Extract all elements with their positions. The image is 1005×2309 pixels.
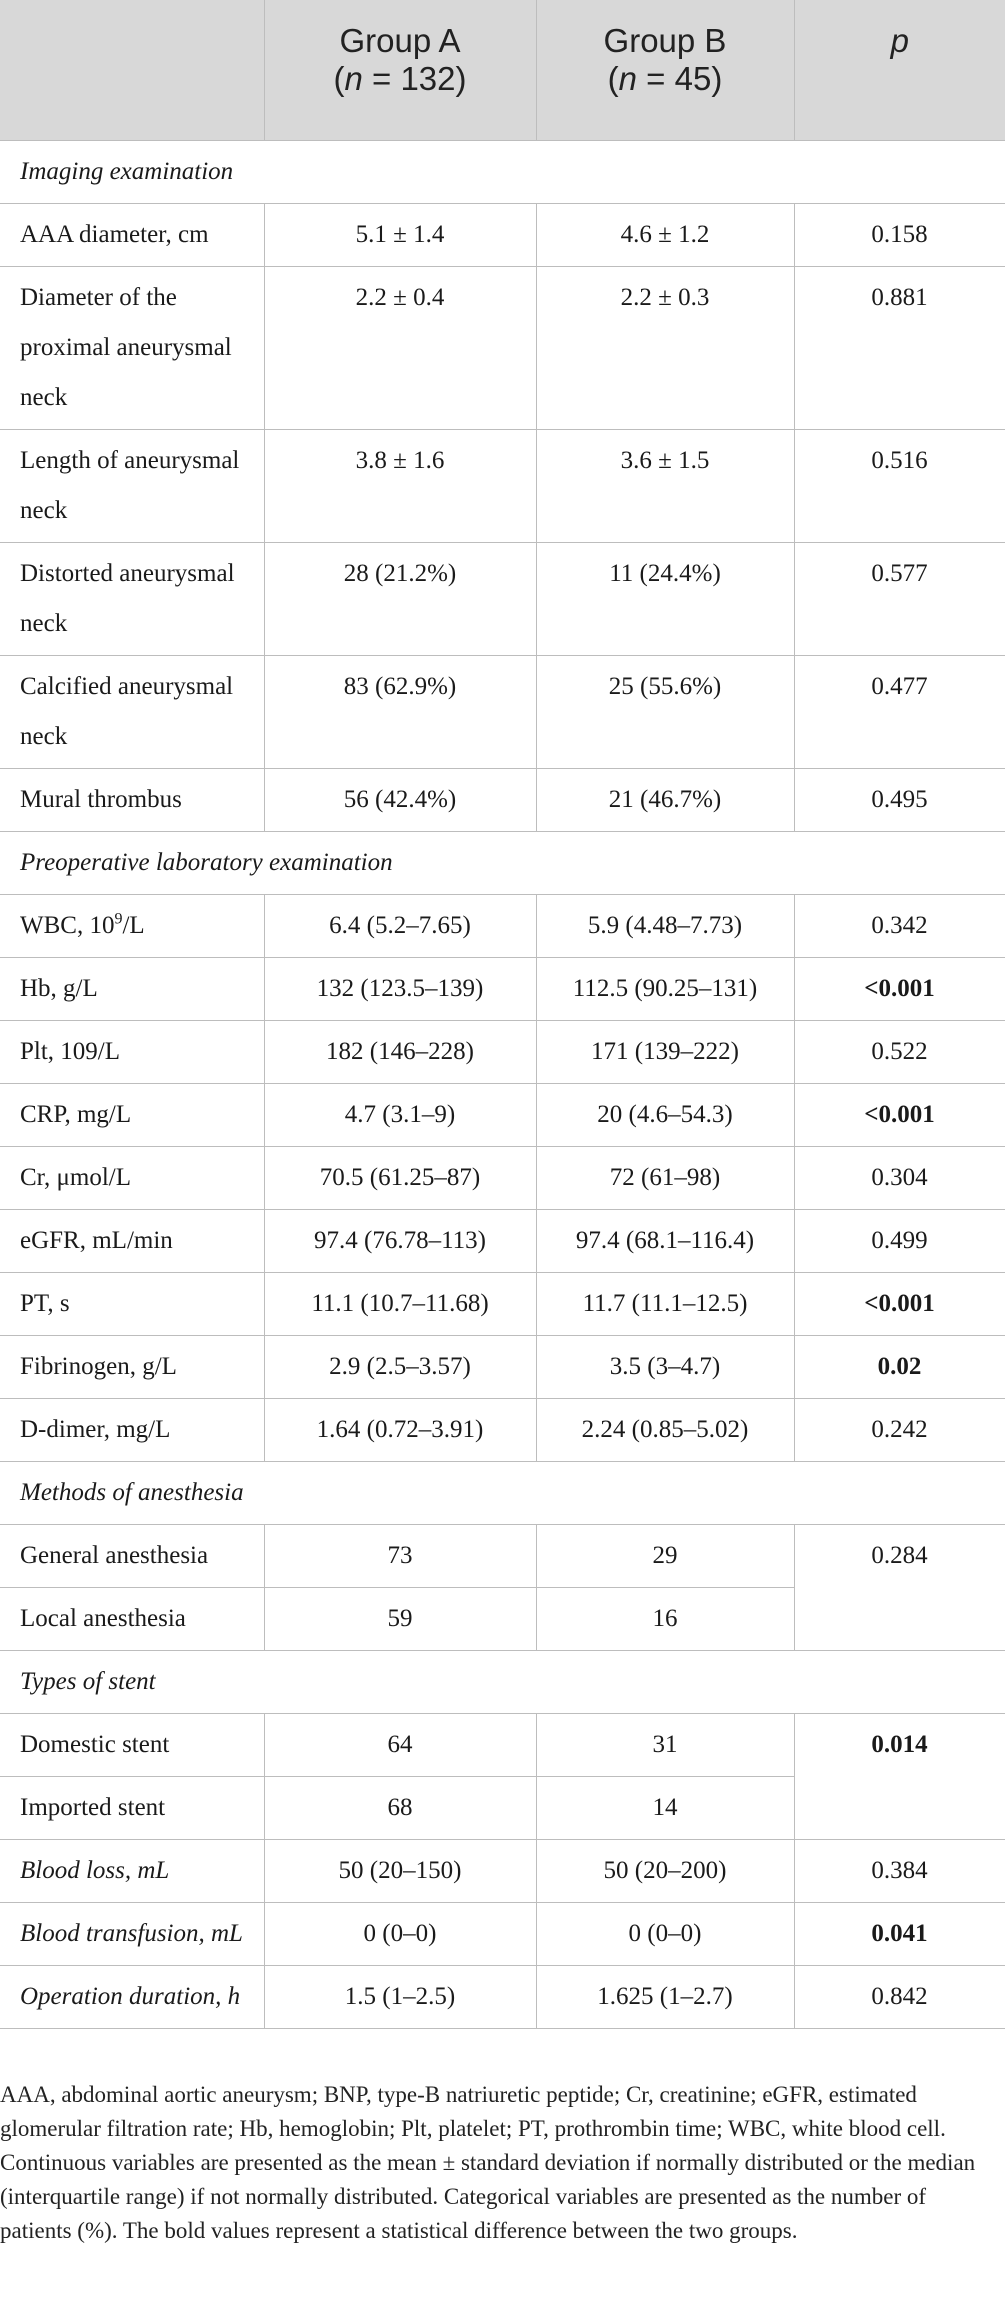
- group-b-value: 3.5 (3–4.7): [536, 1336, 794, 1399]
- table-row: [0, 267, 1005, 430]
- group-a-value: 59: [264, 1588, 536, 1651]
- group-a-value: 5.1 ± 1.4: [264, 204, 536, 267]
- p-value: <0.001: [794, 1273, 1005, 1336]
- table-row: [0, 1903, 1005, 1966]
- section-row: [0, 832, 1005, 895]
- table-footnote: AAA, abdominal aortic aneurysm; BNP, type-B natriuretic peptide; Cr, creatinine; eGFR, estimated glomerular filtration rate; Hb, hemoglobin; Plt, platelet; PT, prothrombin time; WBC, white blood cell. Continuous variables are presented as the mean ± standard deviation if normally distributed or the median (interquartile range) if not normally distributed. Categorical variables are presented as the number of patients (%). The bold values represent a statistical difference between the two groups.: [0, 2082, 976, 2243]
- group-b-value: 16: [536, 1588, 794, 1651]
- group-b-value: 0 (0–0): [536, 1903, 794, 1966]
- group-a-value: 64: [264, 1714, 536, 1777]
- row-label: General anesthesia: [0, 1525, 264, 1588]
- table-row: [0, 895, 1005, 958]
- p-value: 0.158: [794, 204, 1005, 267]
- group-a-value: 68: [264, 1777, 536, 1840]
- p-value: 0.522: [794, 1021, 1005, 1084]
- table-row: [0, 1336, 1005, 1399]
- group-b-value: 4.6 ± 1.2: [536, 204, 794, 267]
- group-a-value: 1.64 (0.72–3.91): [264, 1399, 536, 1462]
- row-label: Blood loss, mL: [0, 1840, 264, 1903]
- row-label: Domestic stent: [0, 1714, 264, 1777]
- table-row: [0, 1399, 1005, 1462]
- header-group-b: Group B (n = 45): [536, 0, 794, 141]
- p-value: 0.842: [794, 1966, 1005, 2029]
- p-value: 0.499: [794, 1210, 1005, 1273]
- group-b-value: 72 (61–98): [536, 1147, 794, 1210]
- section-row: [0, 1651, 1005, 1714]
- group-b-value: 97.4 (68.1–116.4): [536, 1210, 794, 1273]
- table-row: [0, 1714, 1005, 1777]
- group-a-value: 50 (20–150): [264, 1840, 536, 1903]
- row-label: Hb, g/L: [0, 958, 264, 1021]
- group-a-value: 97.4 (76.78–113): [264, 1210, 536, 1273]
- group-b-value: 2.2 ± 0.3: [536, 267, 794, 430]
- p-value: 0.02: [794, 1336, 1005, 1399]
- p-value: 0.477: [794, 656, 1005, 769]
- row-label: Diameter of the proximal aneurysmal neck: [0, 267, 264, 430]
- group-b-value: 5.9 (4.48–7.73): [536, 895, 794, 958]
- group-a-value: 11.1 (10.7–11.68): [264, 1273, 536, 1336]
- group-b-value: 11.7 (11.1–12.5): [536, 1273, 794, 1336]
- group-a-value: 4.7 (3.1–9): [264, 1084, 536, 1147]
- group-b-value: 112.5 (90.25–131): [536, 958, 794, 1021]
- group-b-value: 3.6 ± 1.5: [536, 430, 794, 543]
- row-label: Fibrinogen, g/L: [0, 1336, 264, 1399]
- group-a-value: 2.9 (2.5–3.57): [264, 1336, 536, 1399]
- row-label: PT, s: [0, 1273, 264, 1336]
- row-label: WBC, $10^9/L$: [0, 895, 264, 958]
- section-lab: Preoperative laboratory examination: [0, 832, 1005, 895]
- section-row: [0, 1462, 1005, 1525]
- table-row: [0, 769, 1005, 832]
- row-label: Operation duration, h: [0, 1966, 264, 2029]
- section-anesthesia: Methods of anesthesia: [0, 1462, 1005, 1525]
- group-b-value: 11 (24.4%): [536, 543, 794, 656]
- group-a-value: 3.8 ± 1.6: [264, 430, 536, 543]
- row-label: CRP, mg/L: [0, 1084, 264, 1147]
- p-value: <0.001: [794, 958, 1005, 1021]
- group-b-value: 2.24 (0.85–5.02): [536, 1399, 794, 1462]
- p-value: 0.342: [794, 895, 1005, 958]
- header-p: p: [794, 0, 1005, 141]
- table-row: [0, 958, 1005, 1021]
- group-a-value: 132 (123.5–139): [264, 958, 536, 1021]
- group-b-value: 50 (20–200): [536, 1840, 794, 1903]
- row-label: D-dimer, mg/L: [0, 1399, 264, 1462]
- table-row: [0, 1147, 1005, 1210]
- row-label: Length of aneurysmal neck: [0, 430, 264, 543]
- group-a-value: 28 (21.2%): [264, 543, 536, 656]
- table-row: [0, 1084, 1005, 1147]
- section-imaging: Imaging examination: [0, 141, 1005, 204]
- p-value: 0.041: [794, 1903, 1005, 1966]
- group-a-value: 83 (62.9%): [264, 656, 536, 769]
- p-value: 0.014: [794, 1714, 1005, 1840]
- group-b-value: 20 (4.6–54.3): [536, 1084, 794, 1147]
- section-stent: Types of stent: [0, 1651, 1005, 1714]
- group-a-value: 70.5 (61.25–87): [264, 1147, 536, 1210]
- p-value: <0.001: [794, 1084, 1005, 1147]
- row-label: Blood transfusion, mL: [0, 1903, 264, 1966]
- p-value: 0.516: [794, 430, 1005, 543]
- p-value: 0.384: [794, 1840, 1005, 1903]
- group-a-value: 73: [264, 1525, 536, 1588]
- p-value: 0.304: [794, 1147, 1005, 1210]
- table-row: [0, 1210, 1005, 1273]
- group-a-value: 1.5 (1–2.5): [264, 1966, 536, 2029]
- row-label: Imported stent: [0, 1777, 264, 1840]
- table-row: [0, 430, 1005, 543]
- group-b-value: 171 (139–222): [536, 1021, 794, 1084]
- group-b-value: 1.625 (1–2.7): [536, 1966, 794, 2029]
- table-row: [0, 1021, 1005, 1084]
- table-row: [0, 1525, 1005, 1588]
- row-label: Local anesthesia: [0, 1588, 264, 1651]
- p-value: 0.495: [794, 769, 1005, 832]
- group-a-value: 6.4 (5.2–7.65): [264, 895, 536, 958]
- group-a-value: 2.2 ± 0.4: [264, 267, 536, 430]
- row-label: Plt, 109/L: [0, 1021, 264, 1084]
- group-b-value: 21 (46.7%): [536, 769, 794, 832]
- group-b-value: 14: [536, 1777, 794, 1840]
- group-a-value: 0 (0–0): [264, 1903, 536, 1966]
- group-b-value: 29: [536, 1525, 794, 1588]
- table-row: [0, 1966, 1005, 2029]
- table-row: [0, 1273, 1005, 1336]
- group-a-value: 56 (42.4%): [264, 769, 536, 832]
- header-group-a: Group A (n = 132): [264, 0, 536, 141]
- row-label: Calcified aneurysmal neck: [0, 656, 264, 769]
- section-row: [0, 141, 1005, 204]
- p-value: 0.284: [794, 1525, 1005, 1651]
- header-row: [0, 0, 1005, 141]
- table-row: [0, 543, 1005, 656]
- group-b-value: 31: [536, 1714, 794, 1777]
- group-b-value: 25 (55.6%): [536, 656, 794, 769]
- table-row: [0, 1840, 1005, 1903]
- group-a-value: 182 (146–228): [264, 1021, 536, 1084]
- row-label: Distorted aneurysmal neck: [0, 543, 264, 656]
- row-label: eGFR, mL/min: [0, 1210, 264, 1273]
- table-row: [0, 204, 1005, 267]
- row-label: AAA diameter, cm: [0, 204, 264, 267]
- table-row: [0, 656, 1005, 769]
- p-value: 0.577: [794, 543, 1005, 656]
- p-value: 0.242: [794, 1399, 1005, 1462]
- row-label: Mural thrombus: [0, 769, 264, 832]
- row-label: Cr, μmol/L: [0, 1147, 264, 1210]
- p-value: 0.881: [794, 267, 1005, 430]
- header-empty: [0, 0, 264, 141]
